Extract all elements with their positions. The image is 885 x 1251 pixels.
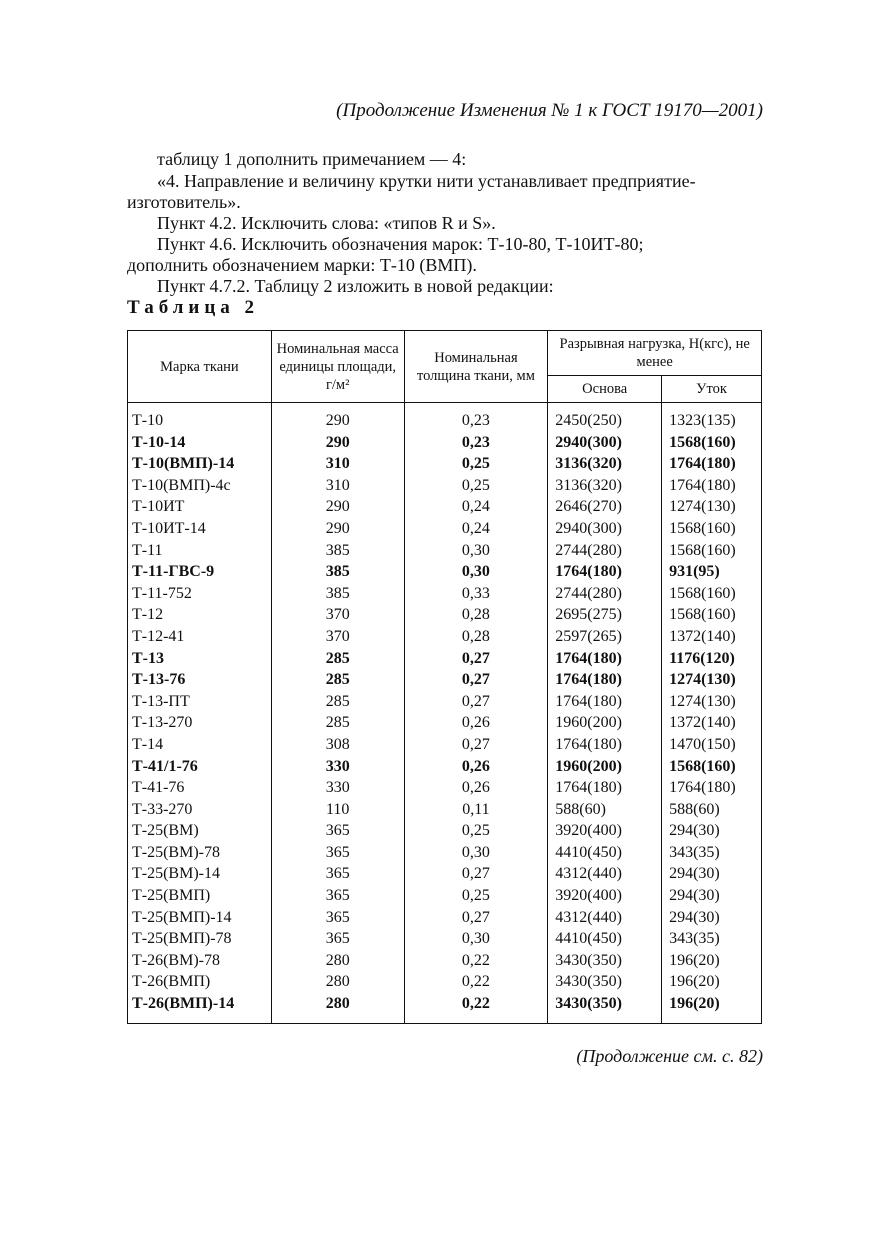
cell-weft-load: 294(30) — [662, 907, 762, 929]
cell-weft-load: 343(35) — [662, 842, 762, 864]
cell-nominal-thickness: 0,24 — [404, 518, 548, 540]
cell-warp-load: 2744(280) — [548, 540, 662, 562]
cell-warp-load: 2940(300) — [548, 518, 662, 540]
cell-weft-load: 1176(120) — [662, 648, 762, 670]
cell-weft-load: 1568(160) — [662, 518, 762, 540]
fabric-table — [127, 330, 762, 1024]
cell-warp-load: 1764(180) — [548, 691, 662, 713]
cell-warp-load: 3430(350) — [548, 971, 662, 993]
cell-nominal-thickness: 0,24 — [404, 496, 548, 518]
cell-nominal-thickness: 0,25 — [404, 820, 548, 842]
cell-nominal-thickness: 0,30 — [404, 928, 548, 950]
cell-nominal-mass: 290 — [271, 518, 404, 540]
cell-warp-load: 2940(300) — [548, 432, 662, 454]
cell-fabric-mark: Т-12-41 — [128, 626, 272, 648]
cell-nominal-mass: 365 — [271, 885, 404, 907]
cell-nominal-mass: 330 — [271, 756, 404, 778]
cell-fabric-mark: Т-26(ВМП) — [128, 971, 272, 993]
table-row — [128, 691, 762, 713]
header-weft: Уток — [662, 376, 762, 403]
table-row — [128, 669, 762, 691]
cell-fabric-mark: Т-10 — [128, 403, 272, 432]
cell-weft-load: 196(20) — [662, 971, 762, 993]
cell-fabric-mark: Т-13-270 — [128, 712, 272, 734]
cell-weft-load: 1568(160) — [662, 756, 762, 778]
cell-nominal-thickness: 0,22 — [404, 971, 548, 993]
cell-nominal-mass: 365 — [271, 928, 404, 950]
cell-nominal-mass: 285 — [271, 691, 404, 713]
cell-nominal-mass: 310 — [271, 453, 404, 475]
cell-fabric-mark: Т-25(ВМП)-78 — [128, 928, 272, 950]
cell-weft-load: 294(30) — [662, 885, 762, 907]
cell-warp-load: 3430(350) — [548, 993, 662, 1023]
cell-nominal-thickness: 0,30 — [404, 842, 548, 864]
cell-weft-load: 1470(150) — [662, 734, 762, 756]
cell-warp-load: 1960(200) — [548, 712, 662, 734]
cell-warp-load: 3920(400) — [548, 885, 662, 907]
cell-warp-load: 4410(450) — [548, 842, 662, 864]
cell-warp-load: 4410(450) — [548, 928, 662, 950]
paragraph-1: таблицу 1 дополнить примечанием — 4: — [157, 149, 467, 169]
cell-fabric-mark: Т-10ИТ — [128, 496, 272, 518]
cell-nominal-thickness: 0,23 — [404, 403, 548, 432]
table-row — [128, 756, 762, 778]
cell-warp-load: 3430(350) — [548, 950, 662, 972]
table-row — [128, 626, 762, 648]
cell-weft-load: 294(30) — [662, 863, 762, 885]
cell-nominal-thickness: 0,25 — [404, 475, 548, 497]
cell-nominal-mass: 285 — [271, 669, 404, 691]
cell-fabric-mark: Т-11-752 — [128, 583, 272, 605]
table-row — [128, 907, 762, 929]
page-footer: (Продолжение см. с. 82) — [576, 1046, 763, 1066]
cell-fabric-mark: Т-10(ВМП)-14 — [128, 453, 272, 475]
cell-weft-load: 294(30) — [662, 820, 762, 842]
header-warp: Основа — [548, 376, 662, 403]
cell-warp-load: 3136(320) — [548, 453, 662, 475]
cell-nominal-thickness: 0,11 — [404, 799, 548, 821]
cell-nominal-mass: 280 — [271, 950, 404, 972]
table-row — [128, 475, 762, 497]
cell-warp-load: 2695(275) — [548, 604, 662, 626]
cell-nominal-thickness: 0,28 — [404, 604, 548, 626]
cell-nominal-mass: 290 — [271, 432, 404, 454]
cell-weft-load: 1274(130) — [662, 669, 762, 691]
header-breaking-load: Разрывная нагрузка, Н(кгс), не менее — [548, 331, 762, 376]
cell-fabric-mark: Т-25(ВМП)-14 — [128, 907, 272, 929]
cell-fabric-mark: Т-11 — [128, 540, 272, 562]
cell-nominal-mass: 365 — [271, 863, 404, 885]
table-row — [128, 712, 762, 734]
cell-nominal-mass: 330 — [271, 777, 404, 799]
cell-weft-load: 1323(135) — [662, 403, 762, 432]
cell-warp-load: 1764(180) — [548, 734, 662, 756]
cell-nominal-thickness: 0,27 — [404, 669, 548, 691]
cell-nominal-mass: 370 — [271, 626, 404, 648]
table-caption: Таблица 2 — [127, 297, 260, 318]
table-row — [128, 863, 762, 885]
cell-nominal-thickness: 0,26 — [404, 712, 548, 734]
cell-nominal-mass: 110 — [271, 799, 404, 821]
table-row — [128, 604, 762, 626]
cell-warp-load: 4312(440) — [548, 907, 662, 929]
cell-fabric-mark: Т-10(ВМП)-4с — [128, 475, 272, 497]
cell-warp-load: 2450(250) — [548, 403, 662, 432]
header-nominal-thickness: Номинальная толщина ткани, мм — [404, 331, 548, 403]
cell-weft-load: 931(95) — [662, 561, 762, 583]
table-row — [128, 842, 762, 864]
cell-fabric-mark: Т-13 — [128, 648, 272, 670]
cell-fabric-mark: Т-12 — [128, 604, 272, 626]
cell-fabric-mark: Т-25(ВМ)-14 — [128, 863, 272, 885]
cell-fabric-mark: Т-25(ВМ)-78 — [128, 842, 272, 864]
cell-warp-load: 2646(270) — [548, 496, 662, 518]
table-row — [128, 403, 762, 432]
table-row — [128, 540, 762, 562]
cell-nominal-thickness: 0,28 — [404, 626, 548, 648]
cell-weft-load: 196(20) — [662, 993, 762, 1023]
cell-nominal-thickness: 0,23 — [404, 432, 548, 454]
cell-fabric-mark: Т-41-76 — [128, 777, 272, 799]
cell-weft-load: 1274(130) — [662, 691, 762, 713]
cell-weft-load: 1568(160) — [662, 604, 762, 626]
table-body — [128, 403, 762, 1024]
cell-warp-load: 1764(180) — [548, 648, 662, 670]
cell-nominal-mass: 385 — [271, 561, 404, 583]
table-row — [128, 561, 762, 583]
cell-nominal-mass: 290 — [271, 403, 404, 432]
cell-nominal-mass: 308 — [271, 734, 404, 756]
table-row — [128, 648, 762, 670]
cell-nominal-mass: 385 — [271, 583, 404, 605]
cell-nominal-thickness: 0,22 — [404, 950, 548, 972]
cell-nominal-mass: 280 — [271, 971, 404, 993]
cell-nominal-mass: 285 — [271, 712, 404, 734]
table-row — [128, 971, 762, 993]
cell-nominal-thickness: 0,33 — [404, 583, 548, 605]
cell-nominal-thickness: 0,26 — [404, 777, 548, 799]
cell-weft-load: 1372(140) — [662, 626, 762, 648]
cell-warp-load: 588(60) — [548, 799, 662, 821]
cell-fabric-mark: Т-11-ГВС-9 — [128, 561, 272, 583]
cell-nominal-thickness: 0,30 — [404, 561, 548, 583]
header-fabric-mark: Марка ткани — [128, 331, 272, 403]
cell-nominal-thickness: 0,27 — [404, 648, 548, 670]
table-row — [128, 583, 762, 605]
cell-weft-load: 1568(160) — [662, 583, 762, 605]
cell-weft-load: 1568(160) — [662, 540, 762, 562]
cell-weft-load: 196(20) — [662, 950, 762, 972]
cell-fabric-mark: Т-10ИТ-14 — [128, 518, 272, 540]
table-row — [128, 734, 762, 756]
cell-weft-load: 1764(180) — [662, 475, 762, 497]
cell-nominal-mass: 385 — [271, 540, 404, 562]
paragraph-2: «4. Направление и величину крутки нити устанавливает предприятие- — [157, 171, 696, 191]
cell-nominal-thickness: 0,27 — [404, 863, 548, 885]
table-row — [128, 799, 762, 821]
table-row — [128, 453, 762, 475]
paragraph-4-cont: дополнить обозначением марки: Т-10 (ВМП). — [127, 255, 477, 275]
cell-nominal-thickness: 0,25 — [404, 453, 548, 475]
cell-nominal-mass: 370 — [271, 604, 404, 626]
cell-nominal-mass: 310 — [271, 475, 404, 497]
cell-nominal-thickness: 0,27 — [404, 907, 548, 929]
cell-fabric-mark: Т-26(ВМП)-14 — [128, 993, 272, 1023]
table-row — [128, 496, 762, 518]
cell-fabric-mark: Т-10-14 — [128, 432, 272, 454]
cell-warp-load: 4312(440) — [548, 863, 662, 885]
paragraph-3: Пункт 4.2. Исключить слова: «типов R и S». — [157, 213, 496, 233]
cell-fabric-mark: Т-26(ВМ)-78 — [128, 950, 272, 972]
table-row — [128, 518, 762, 540]
cell-warp-load: 1960(200) — [548, 756, 662, 778]
paragraph-4: Пункт 4.6. Исключить обозначения марок: Т-10-80, Т-10ИТ-80; — [157, 234, 644, 254]
cell-nominal-mass: 280 — [271, 993, 404, 1023]
table-row — [128, 777, 762, 799]
cell-nominal-thickness: 0,22 — [404, 993, 548, 1023]
table-row — [128, 993, 762, 1023]
cell-nominal-mass: 285 — [271, 648, 404, 670]
cell-weft-load: 588(60) — [662, 799, 762, 821]
cell-nominal-mass: 365 — [271, 820, 404, 842]
page-header: (Продолжение Изменения № 1 к ГОСТ 19170—2001) — [336, 100, 763, 121]
cell-warp-load: 1764(180) — [548, 669, 662, 691]
table-row — [128, 950, 762, 972]
cell-weft-load: 1372(140) — [662, 712, 762, 734]
header-nominal-mass: Номинальная масса единицы площади, г/м² — [271, 331, 404, 403]
table-row — [128, 885, 762, 907]
cell-weft-load: 343(35) — [662, 928, 762, 950]
cell-fabric-mark: Т-25(ВМ) — [128, 820, 272, 842]
cell-nominal-mass: 365 — [271, 842, 404, 864]
cell-weft-load: 1274(130) — [662, 496, 762, 518]
cell-nominal-thickness: 0,27 — [404, 691, 548, 713]
paragraph-5: Пункт 4.7.2. Таблицу 2 изложить в новой редакции: — [157, 276, 554, 296]
cell-nominal-thickness: 0,26 — [404, 756, 548, 778]
cell-warp-load: 1764(180) — [548, 777, 662, 799]
cell-warp-load: 2744(280) — [548, 583, 662, 605]
cell-fabric-mark: Т-14 — [128, 734, 272, 756]
cell-nominal-mass: 290 — [271, 496, 404, 518]
cell-warp-load: 2597(265) — [548, 626, 662, 648]
cell-fabric-mark: Т-25(ВМП) — [128, 885, 272, 907]
cell-warp-load: 3136(320) — [548, 475, 662, 497]
cell-fabric-mark: Т-33-270 — [128, 799, 272, 821]
table-row — [128, 820, 762, 842]
table-row — [128, 928, 762, 950]
cell-weft-load: 1764(180) — [662, 777, 762, 799]
table-row — [128, 432, 762, 454]
cell-weft-load: 1764(180) — [662, 453, 762, 475]
paragraph-2-cont: изготовитель». — [127, 192, 241, 212]
cell-warp-load: 1764(180) — [548, 561, 662, 583]
cell-weft-load: 1568(160) — [662, 432, 762, 454]
cell-fabric-mark: Т-13-76 — [128, 669, 272, 691]
cell-warp-load: 3920(400) — [548, 820, 662, 842]
cell-nominal-thickness: 0,25 — [404, 885, 548, 907]
cell-fabric-mark: Т-41/1-76 — [128, 756, 272, 778]
cell-nominal-mass: 365 — [271, 907, 404, 929]
cell-nominal-thickness: 0,27 — [404, 734, 548, 756]
cell-fabric-mark: Т-13-ПТ — [128, 691, 272, 713]
cell-nominal-thickness: 0,30 — [404, 540, 548, 562]
